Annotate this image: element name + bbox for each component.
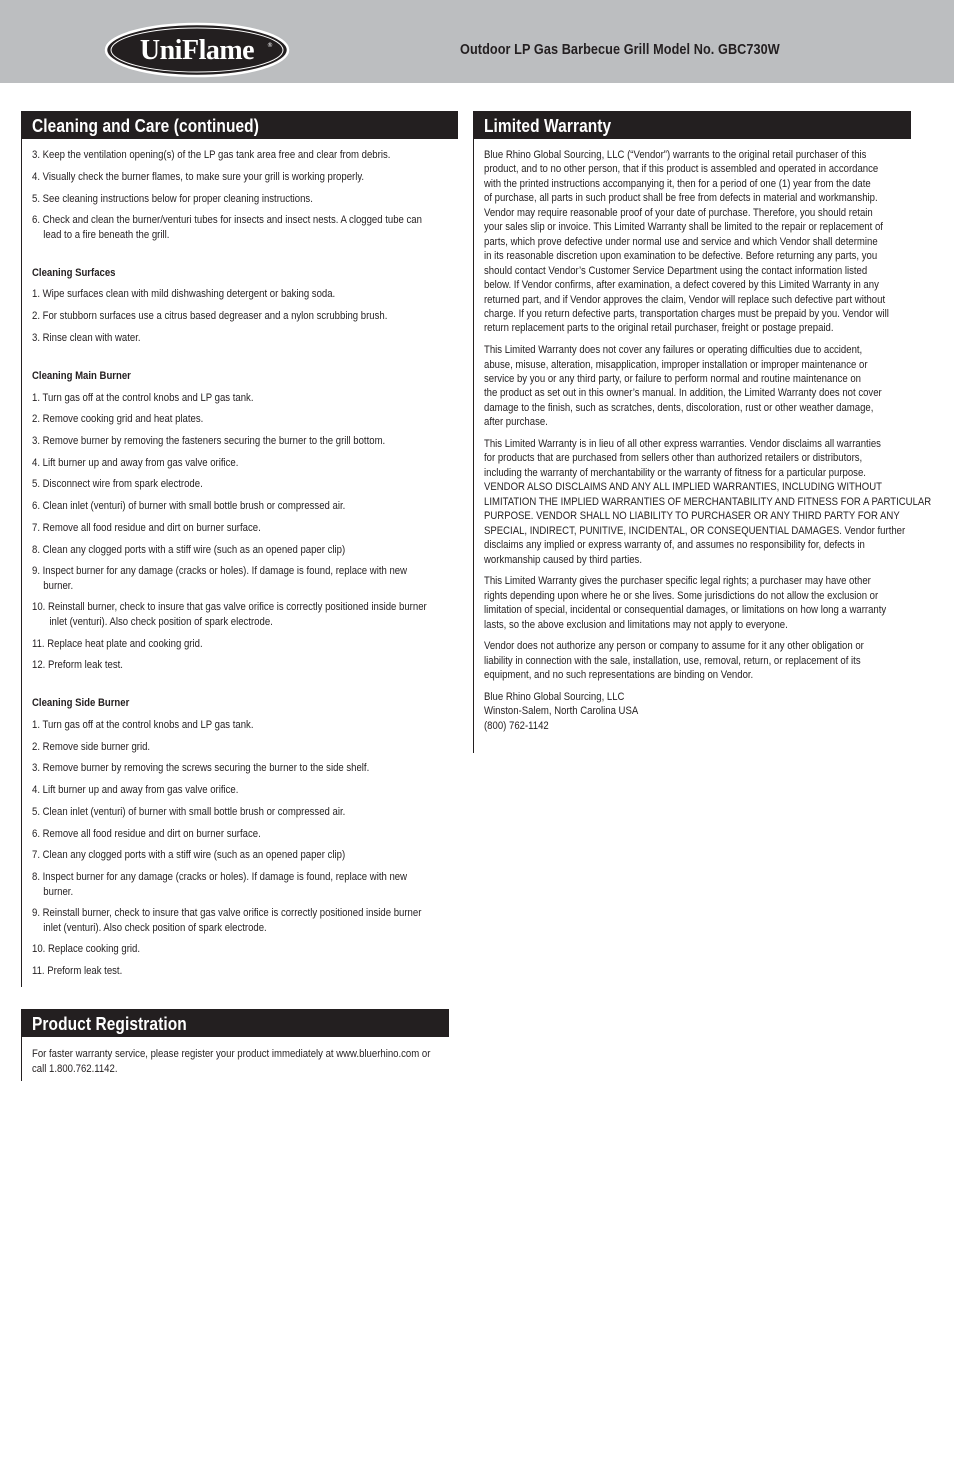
warranty-text-line: including the warranty of merchantability or the warranty of fitness for a particular purpose. [484, 466, 866, 479]
warranty-text-line: should contact Vendor’s Customer Service Department using the contact information listed [484, 264, 868, 277]
list-item: 4. Lift burner up and away from gas valve orifice. [32, 784, 239, 796]
warranty-text-line: Vendor does not authorize any person or company to assume for it any other obligation or [484, 640, 864, 653]
warranty-text-line: parts, which prove defective under normal use and service and which Vendor shall determine [484, 235, 878, 248]
registration-column-rule [21, 1037, 22, 1081]
warranty-text-line: below. If Vendor confirms, after examination, a defect covered by this Limited Warranty in any [484, 279, 879, 291]
limited-warranty-heading: Limited Warranty [473, 111, 911, 139]
warranty-text-line: the product as set out in this owner’s manual. In addition, the Limited Warranty does not cover [484, 387, 882, 400]
warranty-text-line: LIMITATION THE IMPLIED WARRANTIES OF MERCHANTABILITY AND FITNESS FOR A PARTICULAR [484, 495, 932, 508]
list-item-continuation: burner. [43, 580, 74, 592]
list-item: 10. Replace cooking grid. [32, 943, 141, 955]
warranty-text-line: returned part, and if Vendor approves the claim, Vendor will replace such defective part without [484, 293, 886, 306]
product-registration-heading: Product Registration [21, 1009, 449, 1037]
warranty-text-line: charge. If you return defective parts, transportation charges must be prepaid by you. Vendor will [484, 307, 889, 320]
list-item: 5. Clean inlet (venturi) of burner with small bottle brush or compressed air. [32, 806, 346, 818]
warranty-text-line: Winston-Salem, North Carolina USA [484, 705, 639, 718]
warranty-text-line: damage to the finish, such as scratches, dents, discoloration, rust or other weather damage, [484, 401, 874, 414]
list-item: 6. Remove all food residue and dirt on burner surface. [32, 828, 261, 840]
subheading-cleaning-main-burner: Cleaning Main Burner [32, 370, 131, 382]
subheading-cleaning-side-burner: Cleaning Side Burner [32, 697, 130, 709]
subheading-cleaning-surfaces: Cleaning Surfaces [32, 267, 116, 279]
list-item: 5. Disconnect wire from spark electrode. [32, 478, 203, 490]
warranty-text-line: (800) 762-1142 [484, 719, 549, 732]
list-item: 5. See cleaning instructions below for proper cleaning instructions. [32, 193, 313, 205]
list-item: 11. Preform leak test. [32, 965, 123, 977]
warranty-text-line: rights depending upon where he or she lives. Some jurisdictions do not allow the exclusion or [484, 589, 879, 602]
registration-text-line: For faster warranty service, please register your product immediately at www.bluerhino.com or [32, 1048, 431, 1060]
warranty-text-line: workmanship caused by third parties. [484, 553, 642, 566]
list-item: 1. Turn gas off at the control knobs and LP gas tank. [32, 392, 254, 404]
warranty-text-line: This Limited Warranty gives the purchaser specific legal rights; a purchaser may have other [484, 575, 871, 588]
warranty-text-line: limitation of special, incidental or consequential damages, or limitations on how long a warranty [484, 604, 887, 617]
warranty-column-rule [473, 139, 474, 753]
warranty-text-line: product, and to no other person, that if this product is assembled and operated in accordance [484, 163, 879, 176]
document-title: Outdoor LP Gas Barbecue Grill Model No. GBC730W [460, 42, 780, 58]
warranty-text-line: return replacement parts to the original retail purchaser, freight or postage prepaid. [484, 322, 834, 335]
list-item: 6. Check and clean the burner/venturi tubes for insects and insect nests. A clogged tube can [32, 214, 422, 226]
list-item: 8. Clean any clogged ports with a stiff wire (such as an opened paper clip) [32, 544, 346, 556]
warranty-text-line: equipment, and no such representations are binding on Vendor. [484, 669, 754, 682]
list-item: 7. Clean any clogged ports with a stiff wire (such as an opened paper clip) [32, 849, 346, 861]
list-item: 1. Turn gas off at the control knobs and LP gas tank. [32, 719, 254, 731]
cleaning-column-rule [21, 139, 22, 987]
warranty-text-line: service by you or any third party, or failure to perform normal and routine maintenance on [484, 372, 861, 385]
warranty-text-line: disclaims any implied or express warranty of, and assumes no responsibility for, defects in [484, 539, 865, 552]
warranty-text-line: liability in connection with the sale, installation, use, removal, return, or replacement of its [484, 654, 861, 667]
list-item-continuation: lead to a fire beneath the grill. [43, 229, 170, 241]
list-item-continuation: inlet (venturi). Also check position of spark electrode. [49, 616, 273, 628]
list-item: 9. Reinstall burner, check to insure that gas valve orifice is correctly positioned inside burner [32, 907, 422, 919]
list-item: 10. Reinstall burner, check to insure that gas valve orifice is correctly positioned inside burner [32, 601, 427, 613]
warranty-text-line: PURPOSE. VENDOR SHALL NO LIABILITY TO PURCHASER OR ANY THIRD PARTY FOR ANY [484, 510, 900, 523]
cleaning-care-heading: Cleaning and Care (continued) [21, 111, 458, 139]
warranty-text-line: SPECIAL, INDIRECT, PUNITIVE, INCIDENTAL, OR CONSEQUENTIAL DAMAGES. Vendor further [484, 524, 906, 537]
list-item-continuation: burner. [43, 886, 74, 898]
warranty-text-line: Blue Rhino Global Sourcing, LLC [484, 690, 625, 703]
list-item: 8. Inspect burner for any damage (cracks or holes). If damage is found, replace with new [32, 871, 408, 883]
warranty-text-line: abuse, misuse, alteration, misapplication, improper installation or improper maintenance or [484, 358, 868, 371]
list-item: 3. Remove burner by removing the screws securing the burner to the side shelf. [32, 762, 370, 774]
list-item: 3. Rinse clean with water. [32, 332, 141, 344]
list-item-continuation: inlet (venturi). Also check position of spark electrode. [43, 922, 267, 934]
warranty-text-line: your sales slip or invoice. This Limited Warranty shall be limited to the repair or replacement of [484, 221, 883, 234]
warranty-text-line: with the printed instructions accompanying it, then for a period of one (1) year from the date [484, 177, 871, 190]
warranty-text-line: VENDOR ALSO DISCLAIMS AND ANY ALL IMPLIED WARRANTIES, INCLUDING WITHOUT [484, 481, 882, 494]
list-item: 9. Inspect burner for any damage (cracks or holes). If damage is found, replace with new [32, 565, 408, 577]
warranty-text-line: for products that are purchased from sellers other than authorized retailers or distributors, [484, 452, 863, 465]
list-item: 4. Visually check the burner flames, to make sure your grill is working properly. [32, 171, 365, 183]
list-item: 4. Lift burner up and away from gas valve orifice. [32, 457, 239, 469]
list-item: 1. Wipe surfaces clean with mild dishwashing detergent or baking soda. [32, 288, 336, 300]
warranty-text-line: Vendor may require reasonable proof of your date of purchase. Therefore, you should retain [484, 206, 873, 219]
uniflame-logo [104, 22, 290, 78]
list-item: 7. Remove all food residue and dirt on burner surface. [32, 522, 261, 534]
registration-text-line: call 1.800.762.1142. [32, 1062, 118, 1075]
list-item: 6. Clean inlet (venturi) of burner with small bottle brush or compressed air. [32, 500, 346, 512]
list-item: 2. For stubborn surfaces use a citrus based degreaser and a nylon scrubbing brush. [32, 310, 388, 322]
warranty-text-line: of purchase, all parts in such product shall be free from defects in material and workmanship. [484, 192, 878, 205]
list-item: 2. Remove cooking grid and heat plates. [32, 413, 204, 425]
warranty-text-line: lasts, so the above exclusion and limitations may not apply to everyone. [484, 618, 788, 631]
list-item: 12. Preform leak test. [32, 659, 123, 671]
header-band [0, 0, 954, 83]
list-item: 3. Remove burner by removing the fasteners securing the burner to the grill bottom. [32, 435, 386, 447]
list-item: 3. Keep the ventilation opening(s) of the LP gas tank area free and clear from debris. [32, 149, 391, 161]
warranty-text-line: This Limited Warranty is in lieu of all other express warranties. Vendor disclaims all warranties [484, 437, 881, 450]
warranty-text-line: in its reasonable discretion upon examination to be defective. Before returning any parts, you [484, 250, 878, 263]
list-item: 2. Remove side burner grid. [32, 741, 151, 753]
warranty-text-line: after purchase. [484, 416, 548, 429]
warranty-text-line: This Limited Warranty does not cover any failures or operating difficulties due to accident, [484, 344, 863, 356]
registered-mark-icon: ® [267, 42, 273, 49]
warranty-text-line: Blue Rhino Global Sourcing, LLC (“Vendor”) warrants to the original retail purchaser of this [484, 149, 867, 161]
list-item: 11. Replace heat plate and cooking grid. [32, 638, 203, 650]
logo-wordmark: UniFlame [139, 35, 255, 66]
